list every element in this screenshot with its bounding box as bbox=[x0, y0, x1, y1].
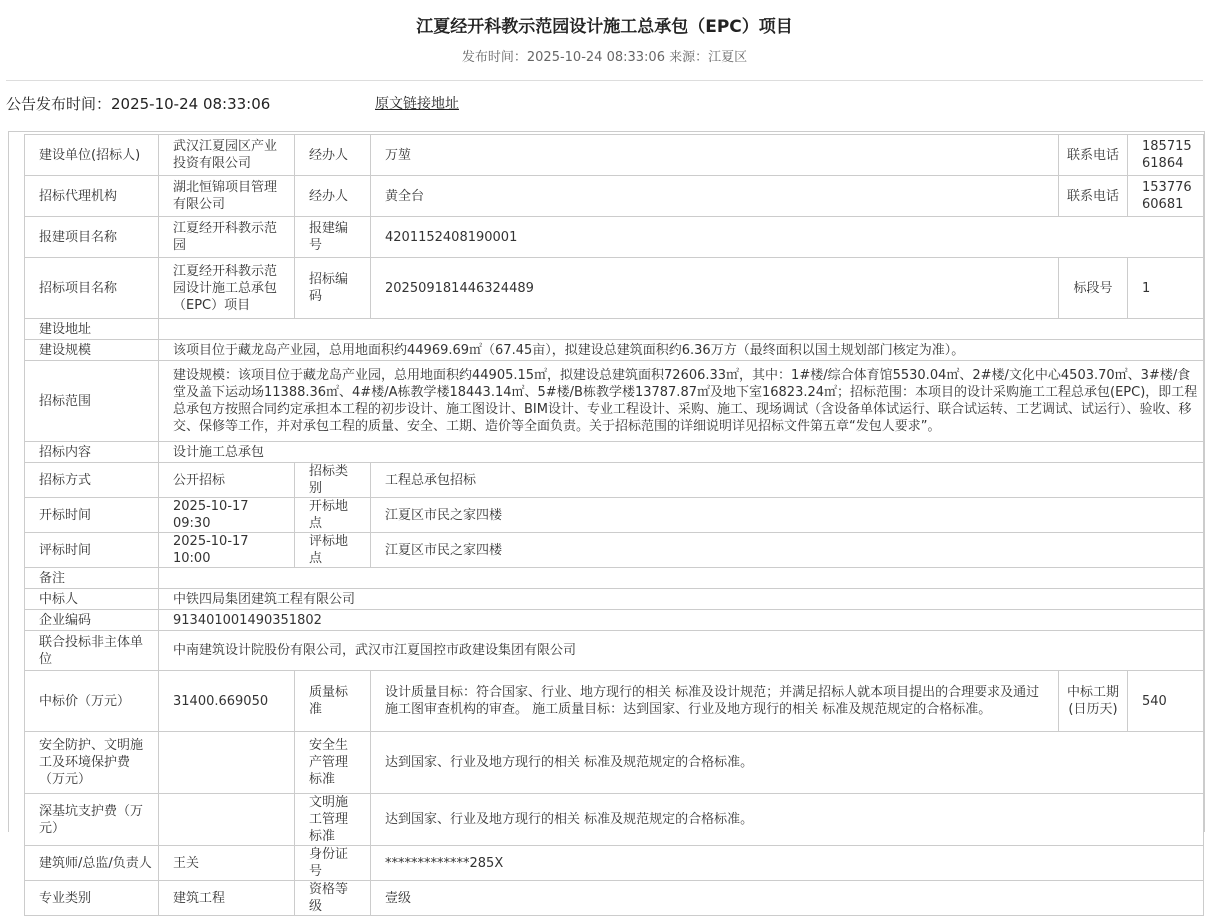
value bbox=[159, 568, 1204, 589]
value: 设计施工总承包 bbox=[159, 442, 1204, 463]
value: 达到国家、行业及地方现行的相关 标准及规范规定的合格标准。 bbox=[371, 732, 1204, 794]
label: 招标类别 bbox=[295, 463, 371, 498]
table-row bbox=[25, 610, 1204, 631]
label: 备注 bbox=[25, 568, 159, 589]
page-title: 江夏经开科教示范园设计施工总承包（EPC）项目 bbox=[416, 17, 793, 37]
value: 达到国家、行业及地方现行的相关 标准及规范规定的合格标准。 bbox=[371, 794, 1204, 846]
table-row bbox=[25, 135, 1204, 176]
label: 专业类别 bbox=[25, 881, 159, 916]
value: 万堃 bbox=[371, 135, 1059, 176]
value: 湖北恒锦项目管理有限公司 bbox=[159, 176, 295, 217]
value: 工程总承包招标 bbox=[371, 463, 1204, 498]
value: 2025-10-17 10:00 bbox=[159, 533, 295, 568]
label: 安全生产管理标准 bbox=[295, 732, 371, 794]
table-row bbox=[25, 319, 1204, 340]
label: 开标地点 bbox=[295, 498, 371, 533]
table-row bbox=[25, 442, 1204, 463]
label: 质量标准 bbox=[295, 671, 371, 732]
value: 王关 bbox=[159, 846, 295, 881]
label: 招标方式 bbox=[25, 463, 159, 498]
label: 企业编码 bbox=[25, 610, 159, 631]
value: 2025-10-17 09:30 bbox=[159, 498, 295, 533]
label: 中标人 bbox=[25, 589, 159, 610]
source-link[interactable]: 原文链接地址 bbox=[375, 96, 459, 112]
value: 540 bbox=[1128, 671, 1204, 732]
table-row bbox=[25, 498, 1204, 533]
label: 招标项目名称 bbox=[25, 258, 159, 319]
label: 评标时间 bbox=[25, 533, 159, 568]
label: 联系电话 bbox=[1059, 176, 1128, 217]
value: 该项目位于藏龙岛产业园，总用地面积约44969.69㎡（67.45亩），拟建设总建筑面积约6.36万方（最终面积以国土规划部门核定为准）。 bbox=[159, 340, 1204, 361]
label: 中标价（万元） bbox=[25, 671, 159, 732]
value bbox=[159, 794, 295, 846]
value: 1 bbox=[1128, 258, 1204, 319]
value: 31400.669050 bbox=[159, 671, 295, 732]
label: 招标编码 bbox=[295, 258, 371, 319]
value: 设计质量目标：符合国家、行业、地方现行的相关 标准及设计规范；并满足招标人就本项目提出的合理要求及通过施工图审查机构的审查。 施工质量目标：达到国家、行业及地方现行的相关 标准及规范规定的合格标准。 bbox=[371, 671, 1059, 732]
label: 经办人 bbox=[295, 176, 371, 217]
value bbox=[159, 732, 295, 794]
label: 招标内容 bbox=[25, 442, 159, 463]
label: 安全防护、文明施工及环境保护费（万元） bbox=[25, 732, 159, 794]
table-row bbox=[25, 846, 1204, 881]
table-row bbox=[25, 794, 1204, 846]
table-row bbox=[25, 340, 1204, 361]
value: 4201152408190001 bbox=[371, 217, 1204, 258]
label: 评标地点 bbox=[295, 533, 371, 568]
label: 建设单位(招标人) bbox=[25, 135, 159, 176]
label: 中标工期(日历天) bbox=[1059, 671, 1128, 732]
value: 壹级 bbox=[371, 881, 1204, 916]
label: 招标范围 bbox=[25, 361, 159, 442]
value: 18571561864 bbox=[1128, 135, 1204, 176]
value: 江夏经开科教示范园 bbox=[159, 217, 295, 258]
table-row bbox=[25, 732, 1204, 794]
value: 202509181446324489 bbox=[371, 258, 1059, 319]
value bbox=[159, 319, 1204, 340]
value: 武汉江夏园区产业投资有限公司 bbox=[159, 135, 295, 176]
label: 报建项目名称 bbox=[25, 217, 159, 258]
table-row bbox=[25, 217, 1204, 258]
value: 公开招标 bbox=[159, 463, 295, 498]
label: 深基坑支护费（万元） bbox=[25, 794, 159, 846]
table-row bbox=[25, 176, 1204, 217]
label: 招标代理机构 bbox=[25, 176, 159, 217]
table-row bbox=[25, 258, 1204, 319]
announcement-time: 公告发布时间：2025-10-24 08:33:06 bbox=[6, 95, 271, 113]
table-row bbox=[25, 361, 1204, 442]
label: 联合投标非主体单位 bbox=[25, 631, 159, 671]
label: 文明施工管理标准 bbox=[295, 794, 371, 846]
label: 经办人 bbox=[295, 135, 371, 176]
label: 联系电话 bbox=[1059, 135, 1128, 176]
value: 黄全台 bbox=[371, 176, 1059, 217]
table-row bbox=[25, 881, 1204, 916]
label: 身份证号 bbox=[295, 846, 371, 881]
value: 建筑工程 bbox=[159, 881, 295, 916]
label: 建设地址 bbox=[25, 319, 159, 340]
publish-meta: 发布时间：2025-10-24 08:33:06 来源：江夏区 bbox=[461, 50, 748, 65]
value: 江夏区市民之家四楼 bbox=[371, 533, 1204, 568]
value: 建设规模：该项目位于藏龙岛产业园，总用地面积约44905.15㎡，拟建设总建筑面积72606.33㎡，其中：1#楼/综合体育馆5530.04㎡、2#楼/文化中心4503.70㎡、3#楼/食堂及盖下运动场11388.36㎡、4#楼/A栋教学楼18443.14㎡、5#楼/B栋教学楼13787.87㎡及地下室16823.24㎡；招标范围：本项目的设计采购施工工程总承包(EPC)，即工程总承包方按照合同约定承担本工程的初步设计、施工图设计、BIM设计、专业工程设计、采购、施工、现场调试（含设备单体试运行、联合试运转、工艺调试、试运行）、验收、移交、保修等工作，并对承包工程的质量、安全、工期、造价等全面负责。关于招标范围的详细说明详见招标文件第五章“发包人要求”。 bbox=[159, 361, 1204, 442]
label: 报建编号 bbox=[295, 217, 371, 258]
label: 建筑师/总监/负责人 bbox=[25, 846, 159, 881]
value: *************285X bbox=[371, 846, 1204, 881]
table-row bbox=[25, 671, 1204, 732]
value: 913401001490351802 bbox=[159, 610, 1204, 631]
table-row bbox=[25, 533, 1204, 568]
table-row bbox=[25, 589, 1204, 610]
label: 资格等级 bbox=[295, 881, 371, 916]
value: 中南建筑设计院股份有限公司，武汉市江夏国控市政建设集团有限公司 bbox=[159, 631, 1204, 671]
table-row bbox=[25, 568, 1204, 589]
table-row bbox=[25, 463, 1204, 498]
label: 建设规模 bbox=[25, 340, 159, 361]
project-info-table bbox=[24, 134, 1204, 916]
value: 江夏区市民之家四楼 bbox=[371, 498, 1204, 533]
table-row bbox=[25, 631, 1204, 671]
value: 15377660681 bbox=[1128, 176, 1204, 217]
divider bbox=[6, 80, 1203, 81]
value: 江夏经开科教示范园设计施工总承包（EPC）项目 bbox=[159, 258, 295, 319]
value: 中铁四局集团建筑工程有限公司 bbox=[159, 589, 1204, 610]
label: 开标时间 bbox=[25, 498, 159, 533]
label: 标段号 bbox=[1059, 258, 1128, 319]
